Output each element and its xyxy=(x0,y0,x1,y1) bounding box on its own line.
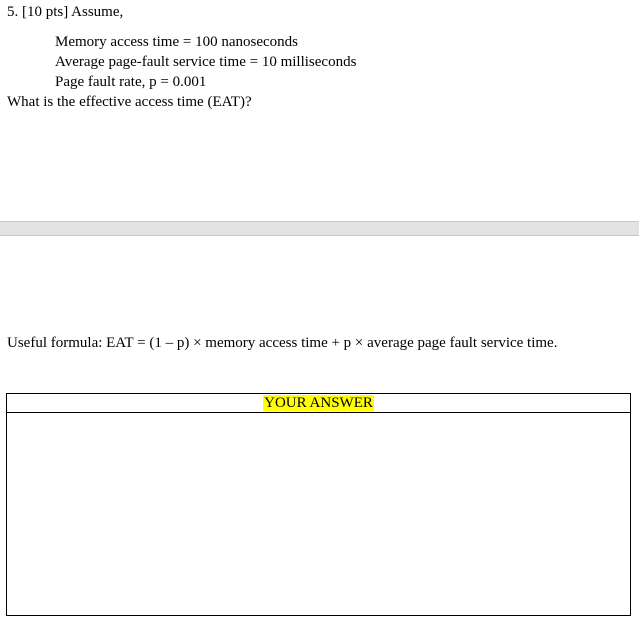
answer-header-cell xyxy=(7,394,630,413)
answer-input-area[interactable] xyxy=(7,413,630,614)
question-heading: 5. [10 pts] Assume, xyxy=(7,4,124,20)
page-break-divider xyxy=(0,221,639,236)
given-memory-access-time: Memory access time = 100 nanoseconds xyxy=(55,34,298,50)
answer-table xyxy=(6,393,631,616)
given-page-fault-service-time: Average page-fault service time = 10 milliseconds xyxy=(55,54,357,70)
question-prompt: What is the effective access time (EAT)? xyxy=(7,94,252,110)
given-page-fault-rate: Page fault rate, p = 0.001 xyxy=(55,74,207,90)
answer-header-label: YOUR ANSWER xyxy=(264,395,373,411)
useful-formula: Useful formula: EAT = (1 – p) × memory access time + p × average page fault service time. xyxy=(7,335,558,351)
